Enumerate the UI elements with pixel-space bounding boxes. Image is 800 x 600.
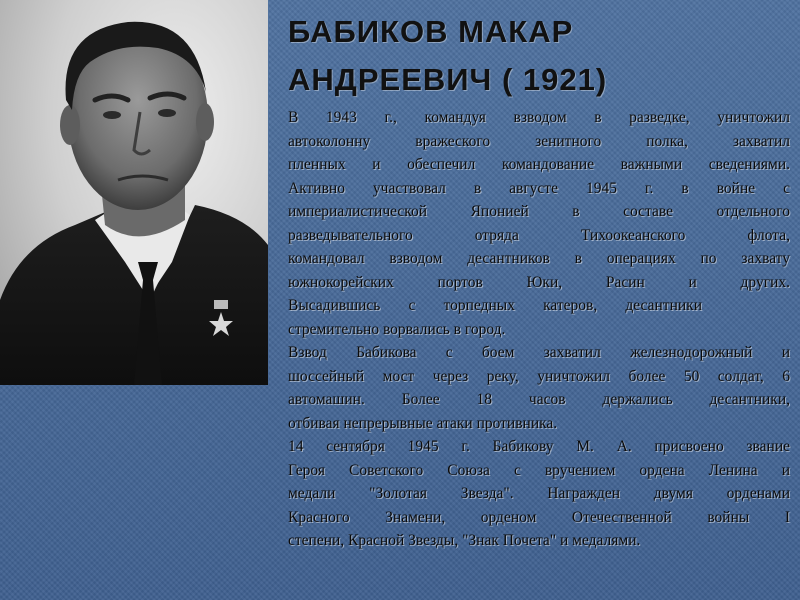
text-line: автомашин. Более 18 часов держались десантники,: [288, 391, 790, 408]
slide-title: [288, 8, 788, 104]
text-line: империалистической Японией в составе отдельного: [288, 203, 790, 220]
text-line: 14 сентября 1945 г. Бабикову М. А. присвоено звание: [288, 438, 790, 455]
paragraph-3: [288, 435, 790, 553]
text-line: Взвод Бабикова с боем захватил железнодорожный и: [288, 344, 790, 361]
text-line: Красного Знамени, орденом Отечественной войны I: [288, 508, 790, 526]
portrait-photo: [0, 0, 268, 385]
text-line: Героя Советского Союза с вручением ордена Ленина и: [288, 461, 790, 479]
text-line: разведывательного отряда Тихоокеанского флота,: [288, 226, 790, 244]
text-line: командовал взводом десантников в операциях по захвату: [288, 250, 790, 267]
paragraph-2: [288, 341, 790, 435]
text-line: В 1943 г., командуя взводом в разведке, уничтожил: [288, 109, 790, 126]
text-line: отбивая непрерывные атаки противника.: [288, 414, 558, 432]
text-line: пленных и обеспечил командование важными сведениями.: [288, 156, 790, 173]
paragraph-1: [288, 106, 790, 341]
text-line: южнокорейских портов Юки, Расин и других.: [288, 273, 790, 291]
text-line: автоколонну вражеского зенитного полка, захватил: [288, 132, 790, 150]
title-line-name: БАБИКОВ МАКАР: [288, 14, 574, 49]
text-line: Высадившись с торпедных катеров, десантники: [288, 297, 702, 314]
text-line: медали "Золотая Звезда". Награжден двумя орденами: [288, 485, 790, 502]
text-line: шоссейный мост через реку, уничтожил более 50 солдат, 6: [288, 367, 790, 385]
text-line: Активно участвовал в августе 1945 г. в войне с: [288, 179, 790, 197]
biography-text: [288, 106, 790, 553]
title-line-patronymic-year: АНДРЕЕВИЧ ( 1921): [288, 62, 608, 97]
text-line: степени, Красной Звезды, "Знак Почета" и медалями.: [288, 532, 641, 549]
text-line: стремительно ворвались в город.: [288, 320, 506, 338]
